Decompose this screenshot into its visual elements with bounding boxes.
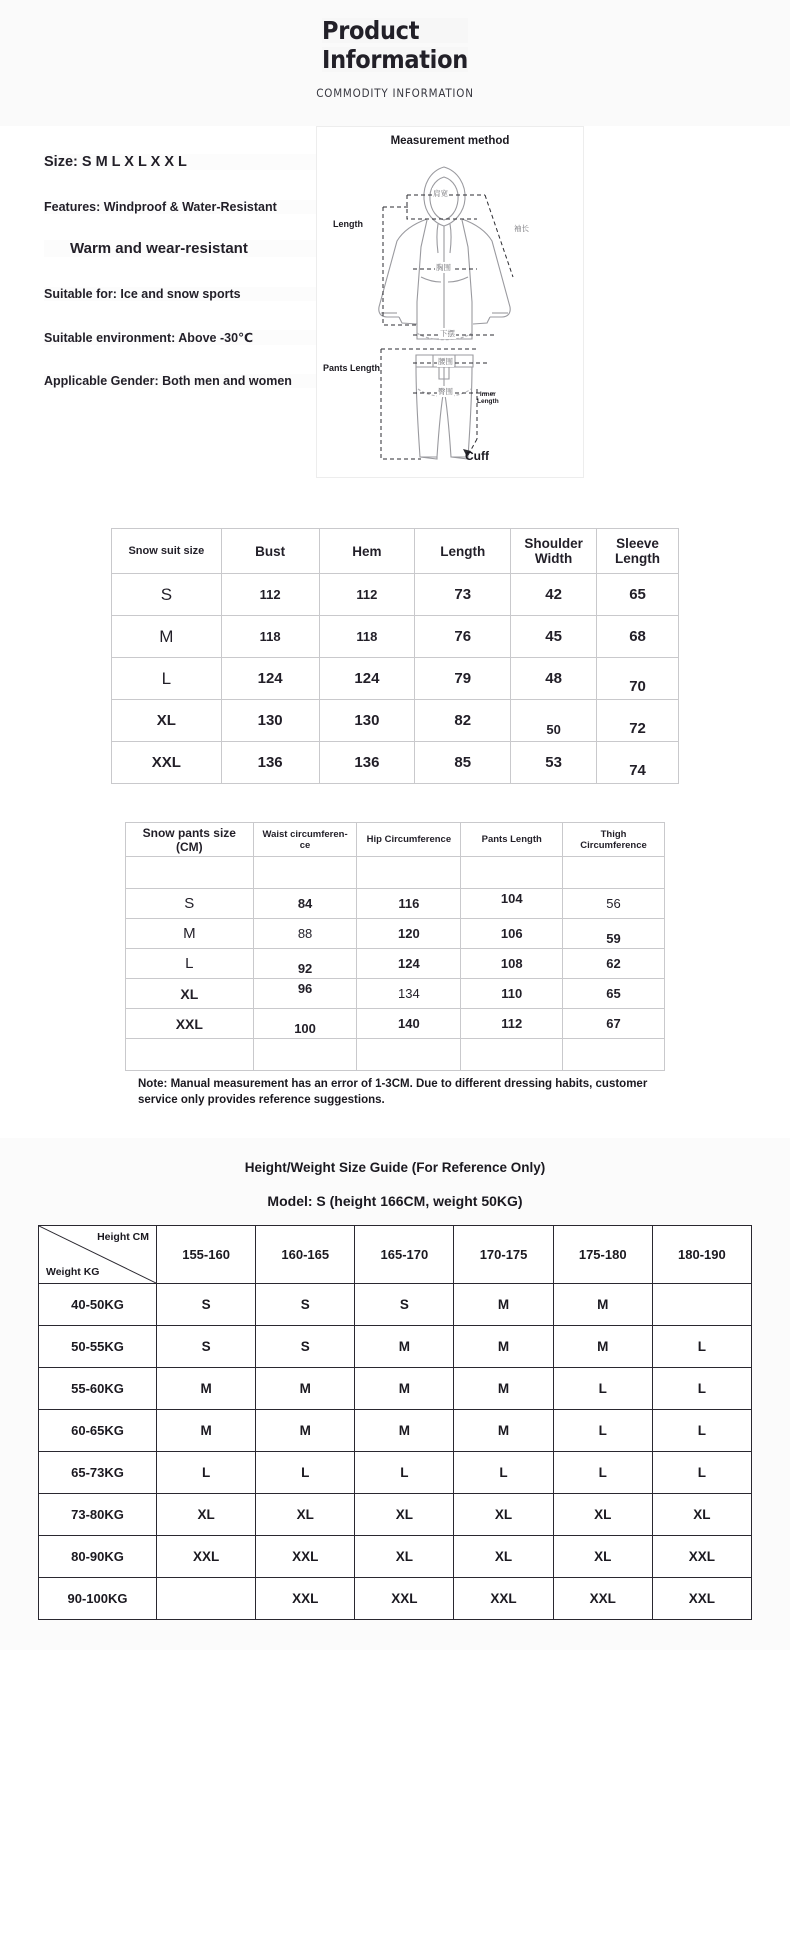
row-weight-label: 50-55KG (39, 1326, 157, 1368)
cell-size: XL (355, 1494, 454, 1536)
cell-sleeve: 72 (597, 700, 679, 742)
snow-suit-size-table (111, 528, 679, 784)
col-shoulder-width: Shoulder Width (511, 529, 597, 574)
col-pants-length: Pants Length (461, 823, 563, 857)
col-hip-circumference: Hip Circumference (357, 823, 461, 857)
cell-hip: 120 (357, 919, 461, 949)
cell-size: M (355, 1368, 454, 1410)
snow-pants-size-table (125, 822, 665, 1071)
table-row (112, 616, 679, 658)
cn-label-sleeve-length: 袖长 (514, 224, 529, 233)
table-row (112, 742, 679, 784)
cell-shoulder: 48 (511, 658, 597, 700)
cell-size: XL (553, 1536, 652, 1578)
cell-size: XL (157, 1494, 256, 1536)
col-height-160-165: 160-165 (256, 1226, 355, 1284)
col-height-175-180: 175-180 (553, 1226, 652, 1284)
col-height-170-175: 170-175 (454, 1226, 553, 1284)
feature-features: Features: Windproof & Water-Resistant (44, 200, 344, 214)
cell-size: M (553, 1284, 652, 1326)
cell-length: 85 (415, 742, 511, 784)
cell-size: M (454, 1410, 553, 1452)
col-snow-pants-size: Snow pants size (CM) (126, 823, 254, 857)
cell-size: XL (355, 1536, 454, 1578)
feature-list (44, 154, 344, 388)
cell-size: M (112, 616, 222, 658)
table-row (39, 1410, 752, 1452)
cell-size: XXL (355, 1578, 454, 1620)
cell-size: XXL (256, 1578, 355, 1620)
cell-size: M (355, 1326, 454, 1368)
cell-thigh: 65 (563, 979, 665, 1009)
row-weight-label: 73-80KG (39, 1494, 157, 1536)
cell-size: M (553, 1326, 652, 1368)
cell-empty (253, 1039, 357, 1071)
cell-hem: 112 (319, 574, 415, 616)
row-weight-label: 60-65KG (39, 1410, 157, 1452)
col-height-180-190: 180-190 (652, 1226, 751, 1284)
diagram-title: Measurement method (390, 135, 510, 147)
cell-bust: 124 (221, 658, 319, 700)
table-row (39, 1578, 752, 1620)
cell-size: S (126, 889, 254, 919)
col-height-155-160: 155-160 (157, 1226, 256, 1284)
cell-bust: 112 (221, 574, 319, 616)
cell-size: XXL (652, 1536, 751, 1578)
table-row (39, 1326, 752, 1368)
page-subtitle: COMMODITY INFORMATION (316, 86, 474, 100)
table-row (112, 700, 679, 742)
cell-length: 82 (415, 700, 511, 742)
cell-length: 108 (461, 949, 563, 979)
cell-size: S (157, 1326, 256, 1368)
table-row (112, 658, 679, 700)
cell-empty (461, 857, 563, 889)
cell-size: L (112, 658, 222, 700)
cell-bust: 118 (221, 616, 319, 658)
cell-size: L (652, 1452, 751, 1494)
cell-sleeve: 68 (597, 616, 679, 658)
col-bust: Bust (221, 529, 319, 574)
cell-waist: 84 (253, 889, 357, 919)
feature-warm: Warm and wear-resistant (44, 240, 344, 257)
cell-shoulder: 45 (511, 616, 597, 658)
cell-thigh: 59 (563, 919, 665, 949)
cell-size: M (454, 1326, 553, 1368)
row-weight-label: 55-60KG (39, 1368, 157, 1410)
cell-size: M (454, 1368, 553, 1410)
weight-axis-label: Weight KG (46, 1266, 100, 1279)
cell-shoulder: 42 (511, 574, 597, 616)
cell-empty (357, 857, 461, 889)
cell-size (157, 1578, 256, 1620)
cn-label-bust: 胸围 (436, 263, 451, 272)
col-height-165-170: 165-170 (355, 1226, 454, 1284)
feature-suitable-for: Suitable for: Ice and snow sports (44, 287, 344, 301)
cell-size: XL (256, 1494, 355, 1536)
cell-size: XL (454, 1536, 553, 1578)
cell-size: XXL (157, 1536, 256, 1578)
feature-gender: Applicable Gender: Both men and women (44, 374, 344, 388)
cell-size: S (256, 1284, 355, 1326)
page-title-line-2: Information (322, 45, 468, 74)
cell-size: L (652, 1368, 751, 1410)
cell-size: XXL (553, 1578, 652, 1620)
label-inner-length: Inner Length (477, 391, 499, 406)
feature-environment: Suitable environment: Above -30℃ (44, 330, 344, 345)
cell-size: XL (553, 1494, 652, 1536)
cell-empty (253, 857, 357, 889)
cell-hem: 118 (319, 616, 415, 658)
cell-sleeve: 65 (597, 574, 679, 616)
cell-empty (126, 857, 254, 889)
cell-size: L (652, 1410, 751, 1452)
cell-empty (563, 857, 665, 889)
row-weight-label: 40-50KG (39, 1284, 157, 1326)
col-sleeve-length: Sleeve Length (597, 529, 679, 574)
product-info-section (0, 126, 790, 516)
table-header-row (126, 823, 665, 857)
cn-label-shoulder-width: 肩宽 (433, 189, 448, 198)
cell-waist: 88 (253, 919, 357, 949)
cell-empty (563, 1039, 665, 1071)
table-row (39, 1494, 752, 1536)
table-row (126, 949, 665, 979)
cell-sleeve: 74 (597, 742, 679, 784)
cell-size: S (355, 1284, 454, 1326)
cell-size: M (157, 1410, 256, 1452)
cell-hip: 124 (357, 949, 461, 979)
table-row (39, 1284, 752, 1326)
height-weight-guide-section (0, 1138, 790, 1650)
cell-size: M (355, 1410, 454, 1452)
height-axis-label: Height CM (97, 1231, 149, 1244)
cell-size (652, 1284, 751, 1326)
cell-size: M (454, 1284, 553, 1326)
cell-length: 73 (415, 574, 511, 616)
row-weight-label: 65-73KG (39, 1452, 157, 1494)
cell-size: XXL (256, 1536, 355, 1578)
cell-size: S (157, 1284, 256, 1326)
col-thigh-circumference: Thigh Circumference (563, 823, 665, 857)
cell-size: L (157, 1452, 256, 1494)
table-row (126, 1009, 665, 1039)
table-row (126, 979, 665, 1009)
cell-size: L (553, 1452, 652, 1494)
cn-label-hip: 臀围 (438, 387, 453, 396)
label-pants-length: Pants Length (323, 363, 381, 373)
table-row (126, 889, 665, 919)
cell-empty (126, 1039, 254, 1071)
row-weight-label: 90-100KG (39, 1578, 157, 1620)
page-header (0, 0, 790, 126)
measurement-note: Note: Manual measurement has an error of 1-3CM. Due to different dressing habits, customer service only provides reference suggestions. (138, 1078, 648, 1106)
cell-size: XL (112, 700, 222, 742)
cell-length: 110 (461, 979, 563, 1009)
guide-model: Model: S (height 166CM, weight 50KG) (267, 1193, 523, 1210)
cell-size: L (553, 1410, 652, 1452)
cell-shoulder: 53 (511, 742, 597, 784)
col-length: Length (415, 529, 511, 574)
cell-length: 104 (461, 889, 563, 919)
cell-empty (357, 1039, 461, 1071)
table-header-row (112, 529, 679, 574)
cell-size: XXL (112, 742, 222, 784)
cell-hem: 130 (319, 700, 415, 742)
cell-length: 106 (461, 919, 563, 949)
cell-size: XXL (454, 1578, 553, 1620)
cell-hip: 134 (357, 979, 461, 1009)
cell-size: L (355, 1452, 454, 1494)
col-snow-suit-size: Snow suit size (112, 529, 222, 574)
axis-corner-cell (39, 1226, 157, 1284)
cell-length: 76 (415, 616, 511, 658)
cell-size: L (553, 1368, 652, 1410)
cn-label-waist: 腰围 (438, 357, 453, 366)
label-cuff: Cuff (465, 449, 489, 463)
cell-size: XL (652, 1494, 751, 1536)
row-weight-label: 80-90KG (39, 1536, 157, 1578)
cell-hem: 136 (319, 742, 415, 784)
cell-size: M (256, 1368, 355, 1410)
cell-hip: 116 (357, 889, 461, 919)
cell-thigh: 56 (563, 889, 665, 919)
cell-bust: 136 (221, 742, 319, 784)
table-header-row (39, 1226, 752, 1284)
cell-size: M (256, 1410, 355, 1452)
cell-length: 79 (415, 658, 511, 700)
cell-thigh: 62 (563, 949, 665, 979)
cell-size: L (126, 949, 254, 979)
cell-bust: 130 (221, 700, 319, 742)
cell-empty (461, 1039, 563, 1071)
height-weight-size-table (38, 1225, 752, 1620)
cell-size: S (112, 574, 222, 616)
cell-waist: 100 (253, 1009, 357, 1039)
cell-size: XL (454, 1494, 553, 1536)
measurement-diagram (316, 126, 584, 478)
cell-size: L (256, 1452, 355, 1494)
table-spacer-row (126, 857, 665, 889)
cell-size: M (157, 1368, 256, 1410)
cell-size: L (652, 1326, 751, 1368)
col-waist-circumference: Waist circumferen-ce (253, 823, 357, 857)
cn-label-hem: 下摆 (440, 329, 455, 338)
title-block (322, 18, 468, 72)
cell-thigh: 67 (563, 1009, 665, 1039)
table-row (112, 574, 679, 616)
table-spacer-row (126, 1039, 665, 1071)
label-length: Length (333, 219, 363, 229)
guide-title: Height/Weight Size Guide (For Reference Only) (244, 1160, 546, 1176)
cell-size: M (126, 919, 254, 949)
page-title-line-1: Product (322, 18, 468, 43)
cell-shoulder: 50 (511, 700, 597, 742)
table-row (39, 1452, 752, 1494)
cell-hip: 140 (357, 1009, 461, 1039)
garment-illustration (317, 127, 585, 479)
cell-waist: 92 (253, 949, 357, 979)
col-hem: Hem (319, 529, 415, 574)
cell-waist: 96 (253, 979, 357, 1009)
feature-size: Size: S M L X L X X L (44, 154, 344, 170)
table-row (39, 1368, 752, 1410)
cell-size: XXL (652, 1578, 751, 1620)
cell-sleeve: 70 (597, 658, 679, 700)
table-row (39, 1536, 752, 1578)
cell-size: L (454, 1452, 553, 1494)
cell-size: XL (126, 979, 254, 1009)
table-row (126, 919, 665, 949)
cell-length: 112 (461, 1009, 563, 1039)
cell-hem: 124 (319, 658, 415, 700)
cell-size: XXL (126, 1009, 254, 1039)
cell-size: S (256, 1326, 355, 1368)
